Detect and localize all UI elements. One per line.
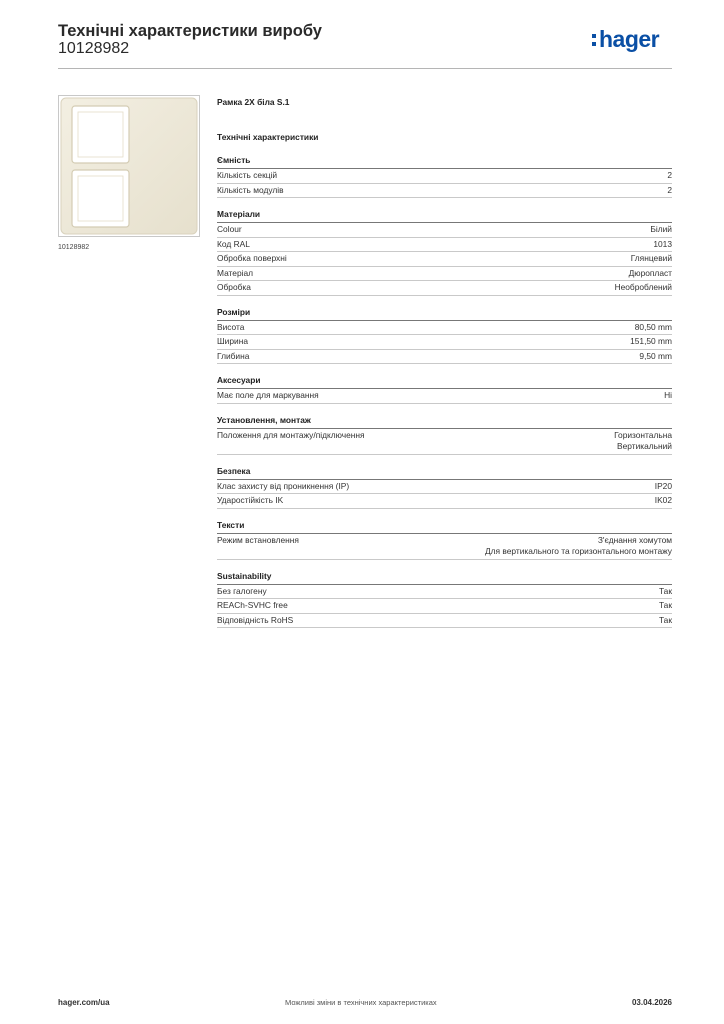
product-image: [58, 95, 200, 237]
spec-row: [217, 429, 672, 455]
spec-row: [217, 281, 672, 296]
spec-row: [217, 614, 672, 629]
spec-group-title: Безпека: [217, 466, 672, 480]
spec-value-line: 151,50 mm: [630, 336, 672, 346]
spec-value: [664, 390, 672, 402]
spec-value: [667, 170, 672, 182]
spec-group: [217, 415, 672, 455]
spec-row: [217, 267, 672, 282]
spec-row: [217, 252, 672, 267]
spec-label: Код RAL: [217, 238, 250, 249]
spec-value-line: IP20: [654, 480, 672, 491]
spec-row: [217, 169, 672, 184]
image-caption: 10128982: [58, 244, 90, 251]
spec-value: [659, 600, 672, 612]
footer-website[interactable]: hager.com/ua: [58, 998, 110, 1007]
spec-value: [667, 185, 672, 197]
spec-group-title: Sustainability: [217, 571, 672, 585]
footer-date: 03.04.2026: [631, 998, 672, 1007]
spec-value-line: Білий: [650, 224, 672, 234]
spec-value-line: 2: [667, 170, 672, 180]
page-title: Технічні характеристики виробу: [58, 22, 322, 40]
spec-heading: Технічні характеристики: [217, 132, 319, 142]
spec-label: Colour: [217, 224, 242, 234]
spec-value: [615, 282, 672, 294]
spec-row: [217, 321, 672, 336]
spec-label: Висота: [217, 321, 245, 332]
footer-note: Можливі зміни в технічних характеристиках: [285, 998, 437, 1007]
spec-value-line: Так: [658, 600, 672, 610]
spec-label: Клас захисту від проникнення (IP): [217, 480, 350, 491]
spec-value-line: Вертикальний: [617, 441, 672, 451]
spec-value-line: Для вертикального та горизонтального монтажу: [484, 546, 672, 556]
frame-2x-illustration: [59, 96, 199, 236]
spec-value-line: Горизонтальна: [614, 429, 672, 440]
logo-dots-icon: [592, 33, 597, 47]
spec-label: Кількість модулів: [217, 184, 284, 195]
spec-group: [217, 375, 672, 404]
spec-group-title: Матеріали: [217, 209, 672, 223]
spec-group: [217, 307, 672, 365]
spec-value: [659, 586, 672, 598]
spec-value-line: IK02: [654, 495, 672, 505]
spec-value: [659, 615, 672, 627]
spec-row: [217, 223, 672, 238]
spec-label: Обробка поверхні: [217, 253, 287, 263]
spec-content: [217, 96, 672, 628]
header-divider: [58, 68, 672, 69]
spec-value-line: З'єднання хомутом: [597, 534, 672, 545]
spec-row: [217, 335, 672, 350]
spec-value-line: Ні: [664, 390, 672, 400]
spec-row: [217, 350, 672, 365]
spec-value-line: 2: [667, 184, 672, 195]
spec-groups: [217, 155, 672, 628]
spec-group-title: Аксесуари: [217, 375, 672, 389]
product-code: 10128982: [58, 40, 130, 57]
spec-value-line: 9,50 mm: [639, 350, 672, 361]
spec-group: [217, 466, 672, 509]
hager-logo: [592, 28, 659, 51]
spec-value: [655, 495, 672, 507]
spec-value-line: Так: [658, 585, 672, 596]
spec-value: [653, 239, 672, 251]
spec-label: Має поле для маркування: [217, 390, 319, 400]
spec-group: [217, 571, 672, 629]
spec-row: [217, 184, 672, 199]
spec-row: [217, 585, 672, 600]
spec-value-line: 1013: [653, 238, 672, 249]
spec-label: Матеріал: [217, 267, 254, 278]
spec-label: Глибина: [217, 350, 250, 361]
spec-value-line: Глянцевий: [630, 253, 672, 263]
spec-group: [217, 209, 672, 296]
spec-label: Ширина: [217, 336, 248, 346]
spec-group: [217, 520, 672, 560]
spec-value: [650, 224, 672, 236]
spec-value: [655, 481, 672, 493]
spec-group-title: Ємність: [217, 155, 672, 169]
spec-row: [217, 599, 672, 614]
spec-value-line: Дюропласт: [628, 267, 672, 278]
spec-value: [629, 268, 672, 280]
spec-label: REACh-SVHC free: [217, 600, 288, 610]
spec-value: [630, 336, 672, 348]
logo-text: hager: [599, 26, 660, 52]
spec-label: Відповідність RoHS: [217, 614, 294, 625]
spec-group-title: Тексти: [217, 520, 672, 534]
spec-group: [217, 155, 672, 198]
spec-label: Режим встановлення: [217, 534, 299, 545]
spec-value: [635, 322, 672, 334]
spec-value-line: Необроблений: [614, 282, 672, 292]
spec-label: Кількість секцій: [217, 170, 278, 180]
spec-label: Без галогену: [217, 585, 267, 596]
spec-row: [217, 480, 672, 495]
spec-row: [217, 494, 672, 509]
spec-value: [485, 535, 672, 558]
spec-group-title: Розміри: [217, 307, 672, 321]
spec-label: Ударостійкість IK: [217, 495, 284, 505]
spec-value: [631, 253, 672, 265]
spec-value-line: 80,50 mm: [634, 321, 672, 332]
product-name: Рамка 2X біла S.1: [217, 97, 290, 107]
spec-row: [217, 534, 672, 560]
spec-row: [217, 238, 672, 253]
spec-row: [217, 389, 672, 404]
spec-group-title: Установлення, монтаж: [217, 415, 672, 429]
spec-label: Положення для монтажу/підключення: [217, 429, 365, 440]
spec-value-line: Так: [658, 614, 672, 625]
spec-value: [639, 351, 672, 363]
spec-value: [614, 430, 672, 453]
spec-label: Обробка: [217, 282, 251, 292]
